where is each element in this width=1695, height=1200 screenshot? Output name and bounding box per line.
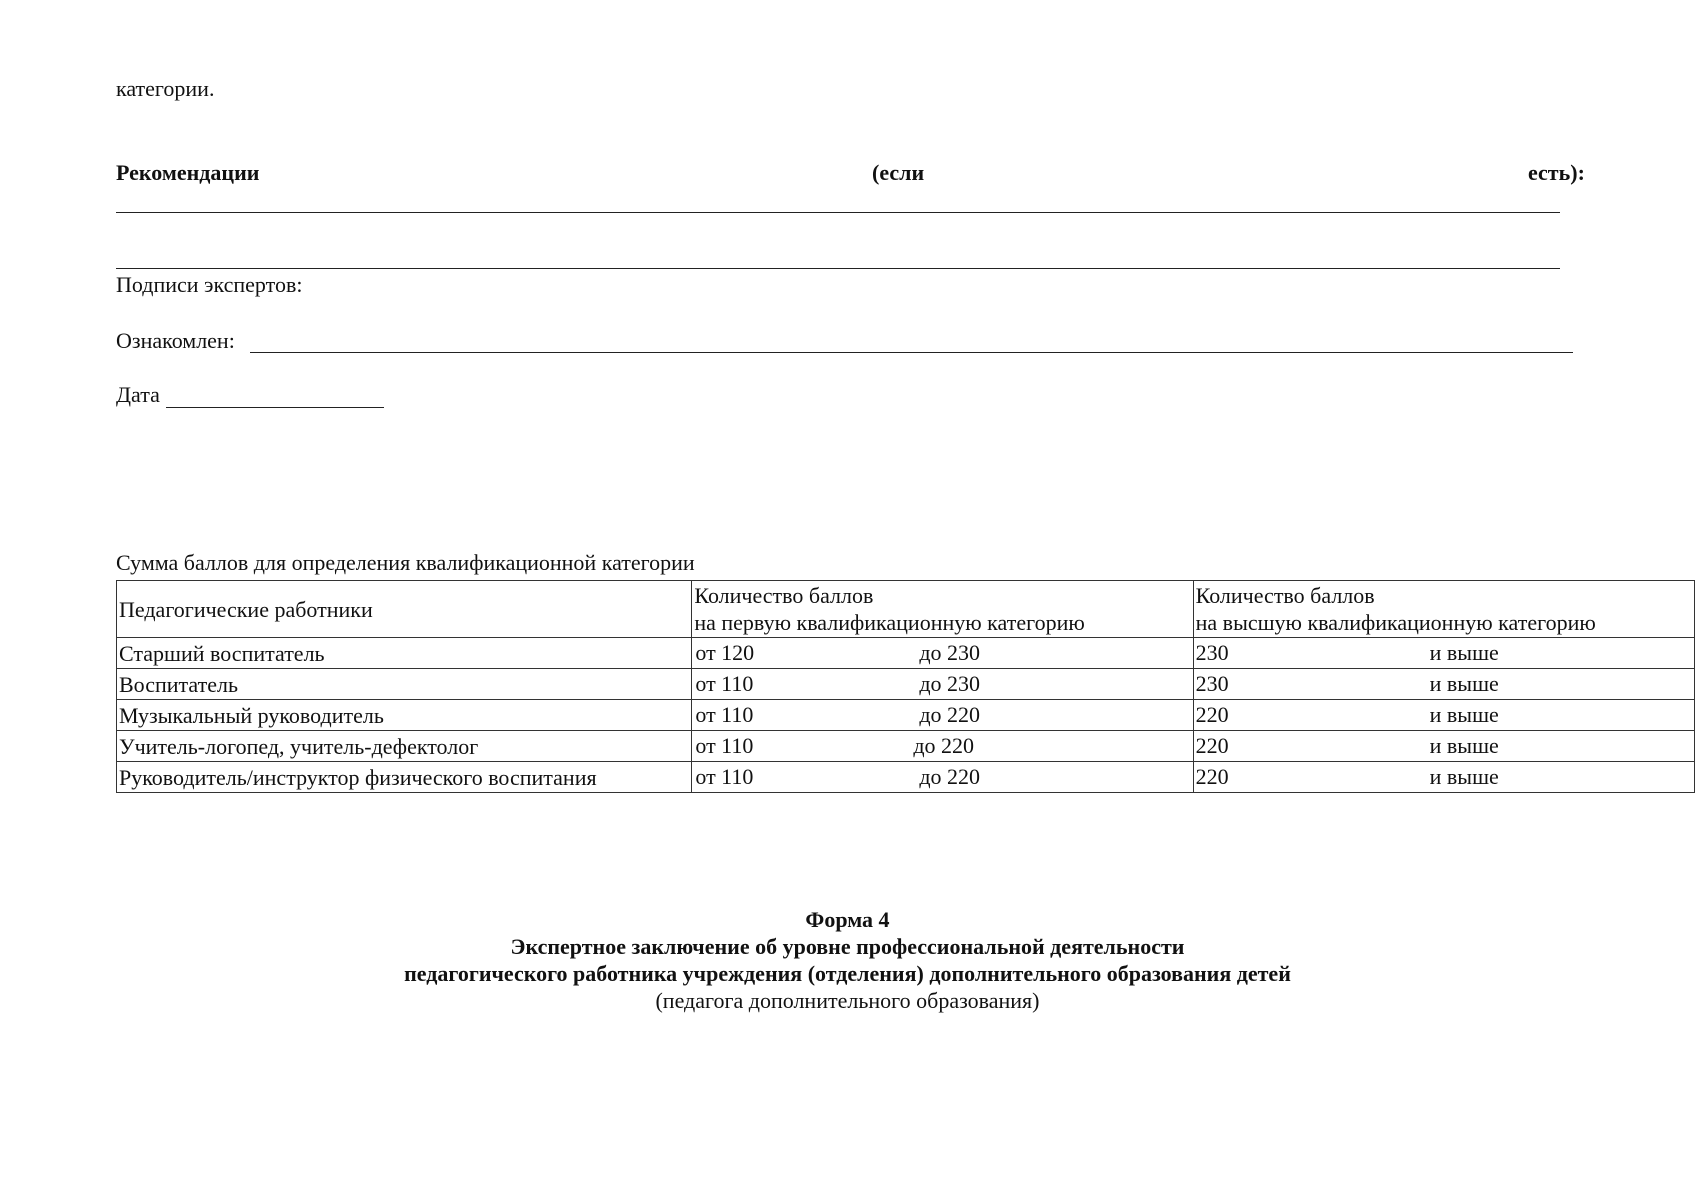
header-highest-category-line1: Количество баллов (1195, 583, 1375, 608)
role-cell: Руководитель/инструктор физического воспитания (117, 762, 692, 793)
header-pedagogical-workers: Педагогические работники (117, 581, 692, 638)
highest-suffix: и выше (1429, 640, 1499, 665)
first-category-cell (692, 669, 1193, 700)
recommendations-if-label: (если (872, 160, 925, 185)
first-to: до 230 (919, 671, 981, 696)
form4-subtitle-line3: (педагога дополнительного образования) (655, 988, 1040, 1013)
table-header-row (117, 581, 1695, 638)
highest-suffix: и выше (1429, 671, 1499, 696)
date-label: Дата (116, 382, 160, 407)
first-to: до 220 (913, 733, 975, 758)
recommendations-any-label: есть): (1528, 160, 1585, 185)
acquainted-signature-line (250, 352, 1573, 353)
first-from: от 120 (695, 640, 755, 665)
highest-from: 220 (1195, 764, 1229, 789)
highest-from: 220 (1195, 733, 1229, 758)
score-table-caption: Сумма баллов для определения квалификационной категории (116, 550, 695, 575)
highest-from: 220 (1195, 702, 1229, 727)
role-cell: Учитель-логопед, учитель-дефектолог (117, 731, 692, 762)
highest-category-cell (1193, 669, 1694, 700)
table-row (117, 700, 1695, 731)
highest-category-cell (1193, 762, 1694, 793)
first-from: от 110 (695, 671, 754, 696)
first-category-cell (692, 731, 1193, 762)
intro-fragment: категории. (116, 76, 215, 101)
first-category-cell (692, 638, 1193, 669)
form4-subtitle-line2: педагогического работника учреждения (отделения) дополнительного образования детей (404, 961, 1291, 986)
table-row (117, 731, 1695, 762)
role-cell: Воспитатель (117, 669, 692, 700)
highest-from: 230 (1195, 671, 1229, 696)
first-from: от 110 (695, 733, 754, 758)
first-from: от 110 (695, 702, 754, 727)
header-first-category (692, 581, 1193, 638)
first-category-cell (692, 700, 1193, 731)
recommendations-line-2 (116, 268, 1560, 269)
first-to: до 220 (919, 702, 981, 727)
highest-category-cell (1193, 700, 1694, 731)
header-first-category-line2: на первую квалификационную категорию (694, 610, 1085, 635)
date-line (166, 407, 384, 408)
role-cell: Музыкальный руководитель (117, 700, 692, 731)
table-row (117, 669, 1695, 700)
header-highest-category-line2: на высшую квалификационную категорию (1195, 610, 1596, 635)
acquainted-label: Ознакомлен: (116, 328, 235, 353)
highest-category-cell (1193, 638, 1694, 669)
header-highest-category (1193, 581, 1694, 638)
form4-title: Форма 4 (805, 907, 890, 932)
highest-category-cell (1193, 731, 1694, 762)
first-to: до 230 (919, 640, 981, 665)
first-from: от 110 (695, 764, 754, 789)
highest-suffix: и выше (1429, 764, 1499, 789)
recommendations-line-1 (116, 212, 1560, 213)
score-table (116, 580, 1695, 793)
highest-from: 230 (1195, 640, 1229, 665)
form4-subtitle-line1: Экспертное заключение об уровне профессиональной деятельности (510, 934, 1185, 959)
header-first-category-line1: Количество баллов (694, 583, 874, 608)
first-to: до 220 (919, 764, 981, 789)
highest-suffix: и выше (1429, 733, 1499, 758)
experts-signatures-label: Подписи экспертов: (116, 272, 303, 297)
table-row (117, 638, 1695, 669)
highest-suffix: и выше (1429, 702, 1499, 727)
table-row (117, 762, 1695, 793)
first-category-cell (692, 762, 1193, 793)
recommendations-label: Рекомендации (116, 160, 260, 185)
role-cell: Старший воспитатель (117, 638, 692, 669)
